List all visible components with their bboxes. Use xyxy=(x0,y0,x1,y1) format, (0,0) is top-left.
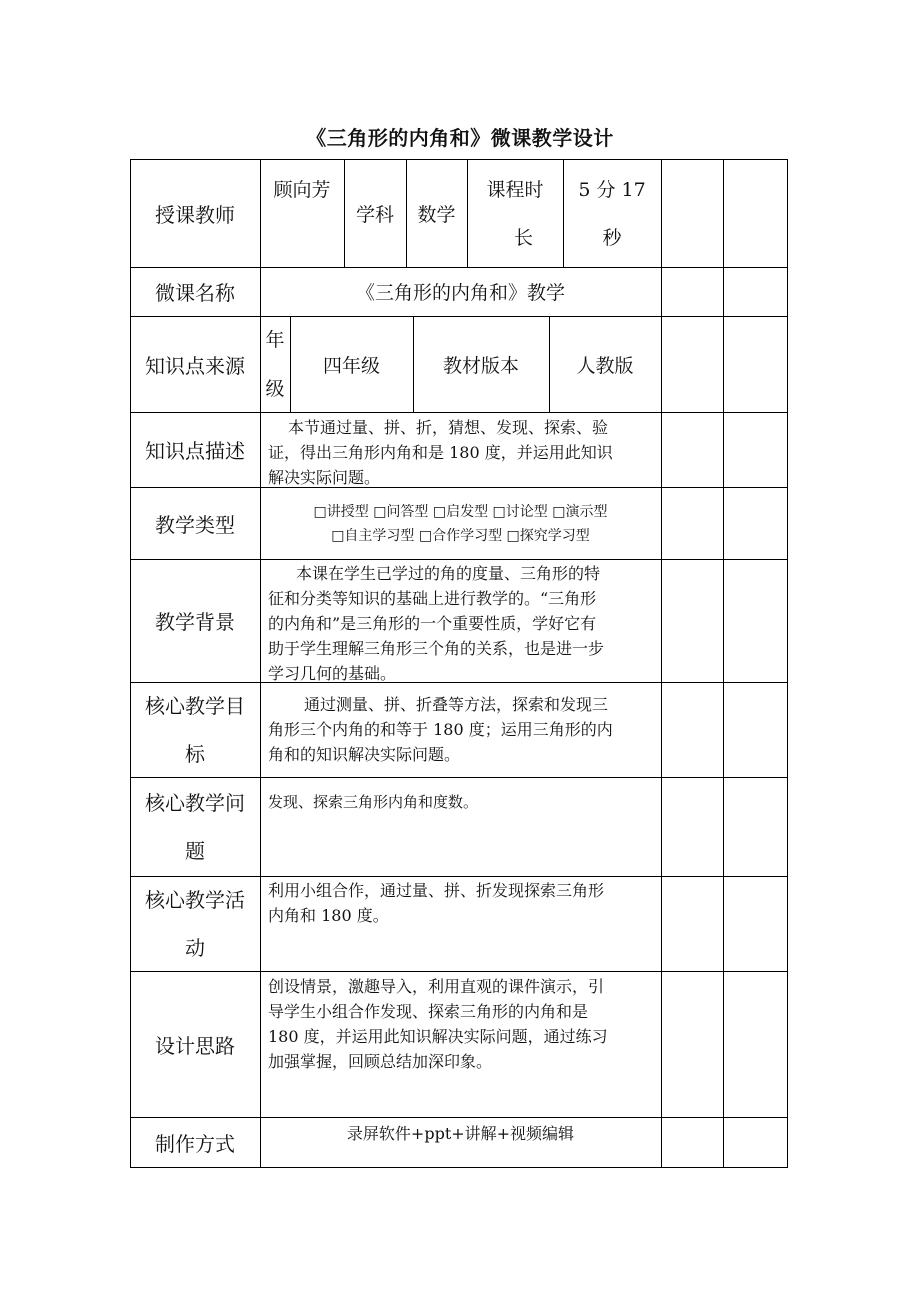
core-activity-line: 利用小组合作，通过量、拼、折发现探索三角形 xyxy=(268,881,605,900)
core-goal-label-line: 核心教学目 xyxy=(145,693,245,718)
knowledge-desc-line: 证，得出三角形内角和是 180 度，并运用此知识 xyxy=(268,443,613,462)
teaching-background-label: 教学背景 xyxy=(155,610,235,634)
design-idea-line: 180 度，并运用此知识解决实际问题，通过练习 xyxy=(268,1027,608,1046)
teaching-type-label: 教学类型 xyxy=(155,512,235,537)
design-idea-line: 加强掌握，回顾总结加深印象。 xyxy=(268,1052,493,1071)
core-goal-line: 角和的知识解决实际问题。 xyxy=(268,745,461,764)
teaching-background-line: 征和分类等知识的基础上进行教学的。“三角形 xyxy=(268,589,597,608)
grade-label-line2: 级 xyxy=(265,378,285,400)
core-goal-line: 通过测量、拼、折叠等方法，探索和发现三 xyxy=(304,695,609,714)
core-question-text: 发现、探索三角形内角和度数。 xyxy=(268,793,479,811)
knowledge-desc-text xyxy=(268,415,658,490)
subject-label: 学科 xyxy=(355,203,394,226)
edition-label: 教材版本 xyxy=(442,354,519,377)
knowledge-desc-line: 解决实际问题。 xyxy=(268,468,381,487)
knowledge-source-label: 知识点来源 xyxy=(145,353,245,378)
knowledge-desc-label: 知识点描述 xyxy=(145,439,245,463)
teaching-background-line: 的内角和”是三角形的一个重要性质，学好它有 xyxy=(268,614,597,633)
core-question-label xyxy=(130,777,260,876)
course-name-value: 《三角形的内角和》教学 xyxy=(355,282,565,304)
duration-value-line1: 5 分 17 xyxy=(578,179,646,201)
core-activity-label xyxy=(130,876,260,971)
duration-value-line2: 秒 xyxy=(602,227,622,249)
knowledge-desc-line: 本节通过量、拼、折，猜想、发现、探索、验 xyxy=(288,418,609,437)
grade-value: 四年级 xyxy=(322,354,380,377)
core-goal-line: 角形三个内角的和等于 180 度；运用三角形的内 xyxy=(268,720,613,739)
design-idea-line: 创设情景，激趣导入，利用直观的课件演示，引 xyxy=(268,977,605,996)
core-goal-text xyxy=(268,692,658,767)
teaching-background-text xyxy=(268,561,658,686)
core-activity-line: 内角和 180 度。 xyxy=(268,906,389,925)
teacher-name: 顾向芳 xyxy=(273,179,331,201)
teaching-background-line: 本课在学生已学过的角的度量、三角形的特 xyxy=(296,564,601,583)
design-idea-label: 设计思路 xyxy=(155,1033,235,1058)
core-activity-text xyxy=(268,878,658,928)
core-activity-label-line: 动 xyxy=(185,935,205,960)
production-method-value: 录屏软件+ppt+讲解+视频编辑 xyxy=(346,1124,575,1143)
core-goal-label xyxy=(130,682,260,777)
course-name-label: 微课名称 xyxy=(155,281,235,305)
core-activity-label-line: 核心教学活 xyxy=(145,887,245,912)
teacher-label: 授课教师 xyxy=(155,202,235,227)
duration-label-line2: 长 xyxy=(514,227,534,249)
production-method-label: 制作方式 xyxy=(155,1131,235,1156)
core-question-label-line: 题 xyxy=(185,838,205,863)
design-idea-line: 导学生小组合作发现、探索三角形的内角和是 xyxy=(268,1002,589,1021)
teaching-background-line: 学习几何的基础。 xyxy=(268,664,397,683)
document-title: 《三角形的内角和》微课教学设计 xyxy=(306,126,614,150)
teaching-background-line: 助于学生理解三角形三个角的关系，也是进一步 xyxy=(268,639,605,658)
design-idea-text xyxy=(268,974,658,1074)
teaching-type-line: □讲授型 □问答型 □启发型 □讨论型 □演示型 xyxy=(313,504,608,520)
core-question-label-line: 核心教学问 xyxy=(145,790,245,815)
teaching-type-options xyxy=(260,500,661,548)
lesson-design-table xyxy=(130,159,788,1168)
core-goal-label-line: 标 xyxy=(185,741,205,766)
subject-value: 数学 xyxy=(417,203,456,226)
grade-label-line1: 年 xyxy=(265,329,285,351)
edition-value: 人教版 xyxy=(576,354,634,377)
duration-label-line1: 课程时 xyxy=(486,179,544,201)
teaching-type-line: □自主学习型 □合作学习型 □探究学习型 xyxy=(331,528,590,544)
